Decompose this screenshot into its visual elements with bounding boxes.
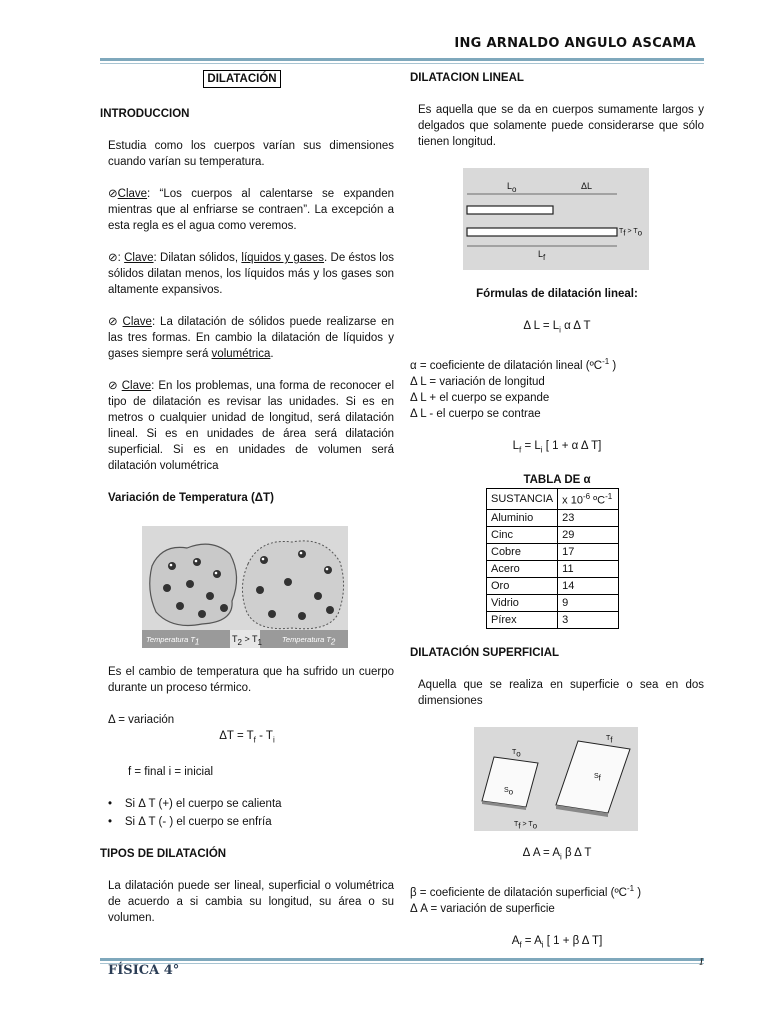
right-column	[410, 70, 704, 954]
deltaL-minus: Δ L - el cuerpo se contrae	[410, 408, 541, 421]
cambio-text: Es el cambio de temperatura que ha sufrido un cuerpo durante un proceso térmico.	[108, 666, 394, 694]
final-initial: f = final i = inicial	[128, 766, 214, 779]
label-deltaL: ΔL	[581, 181, 593, 191]
footer-course: FÍSICA 4°	[108, 963, 180, 978]
plates-illustration	[474, 727, 638, 831]
variacion-heading: Variación de Temperatura (ΔT)	[108, 492, 274, 504]
label-Lf: $L_f$	[538, 249, 546, 262]
linear-expansion-figure	[463, 168, 649, 270]
superficial-text: Aquella que se realiza en superficie o sea en dos dimensiones	[418, 679, 704, 708]
label-Tf-gt-To: $T_f > T_o$	[514, 821, 538, 831]
table-row: Cinc 29	[487, 527, 619, 544]
formula-deltaL: Δ $L = L_i$ α Δ T	[523, 320, 591, 335]
fig1-label-1: Temperatura $T_1$	[146, 635, 200, 647]
intro-heading: INTRODUCCION	[100, 108, 190, 120]
lineal-text: Es aquella que se da en cuerpos sumamente largos y delgados que solamente puede considerarse que sólo tienen longitud.	[418, 104, 704, 148]
beta-definition: β = coeficiente de dilatación superficial (ºC$^{-1}$ )	[410, 884, 642, 900]
table-row: Pírex 3	[487, 612, 619, 629]
formula-Af: $A_f = A_i$ [ 1 + β Δ T]	[511, 935, 603, 950]
clave-icon: ⊘	[108, 316, 118, 328]
footer-rule	[100, 958, 704, 961]
table-header-sustancia: SUSTANCIA	[487, 489, 558, 510]
left-column	[100, 70, 394, 926]
surface-expansion-figure	[474, 727, 638, 831]
clave-3: ⊘ Clave: La dilatación de sólidos puede realizarse en las tres formas. En cambio la dilatación de líquidos y gases siempre será volumétrica.	[108, 316, 394, 360]
deltaL-definition: Δ L = variación de longitud	[410, 376, 545, 389]
label-Lo: $L_o$	[507, 181, 517, 194]
label-To: $T_o$	[512, 749, 521, 759]
label-Tf: $T_f$	[606, 735, 613, 745]
bullet-heating: • Si Δ T (+) el cuerpo se calienta	[108, 798, 282, 811]
alpha-definition: α = coeficiente de dilatación lineal (ºC$^{-1}$ )	[410, 357, 617, 373]
clave-icon: ⊘	[108, 252, 118, 264]
formula-Lf: $L_f = L_i$ [ 1 + α Δ T]	[512, 440, 602, 455]
label-So: $S_o$	[504, 787, 514, 797]
clave-4: ⊘ Clave: En los problemas, una forma de reconocer el tipo de dilatación es revisar las unidades. Si es en metros o cualquier unidad de longitud, será dilatación lineal. Si es en unidades de área será dilatación superficial. Si es en unidades de volumen será dilatación volumétrica	[108, 380, 394, 472]
table-row: Vidrio 9	[487, 595, 619, 612]
delta-definition: Δ = variación	[108, 714, 175, 726]
bars-illustration	[463, 168, 649, 270]
intro-text: Estudia como los cuerpos varían sus dimensiones cuando varían su temperatura.	[108, 140, 394, 168]
deltaL-plus: Δ L + el cuerpo se expande	[410, 392, 550, 405]
temperature-figure	[142, 526, 348, 648]
alpha-table	[486, 488, 619, 629]
clave-1: ⊘Clave: “Los cuerpos al calentarse se expanden mientras que al enfriarse se contraen”. La excepción a esta regla es el agua como veremos.	[108, 188, 394, 232]
table-header-row	[487, 489, 619, 510]
clave-icon: ⊘	[108, 188, 118, 200]
table-row: Oro 14	[487, 578, 619, 595]
header-rule-thin	[100, 63, 704, 64]
formula-deltaA: Δ $A = A_i$ β Δ T	[522, 847, 592, 862]
table-row: Aluminio 23	[487, 510, 619, 527]
page-title: DILATACIÓN	[203, 70, 280, 88]
page-number: 1	[698, 956, 704, 968]
lineal-heading: DILATACION LINEAL	[410, 72, 524, 84]
clave-2: ⊘: Clave: Dilatan sólidos, líquidos y gases. De éstos los sólidos dilatan menos, los líquidos más y los gases son altamente expansivos.	[108, 252, 394, 296]
table-row: Acero 11	[487, 561, 619, 578]
deltaT-formula: $\Delta T = T_f - T_i$	[219, 730, 275, 745]
formulas-heading: Fórmulas de dilatación lineal:	[476, 288, 638, 300]
tipos-heading: TIPOS DE DILATACIÓN	[100, 848, 227, 861]
label-Sf: $S_f$	[594, 773, 601, 783]
clave-icon: ⊘	[108, 380, 118, 392]
table-header-coef: x $10^{-6}$ ºC$^{-1}$	[558, 489, 619, 510]
header-rule	[100, 58, 704, 61]
label-Tf-gt-To: $T_f > T_o$	[619, 228, 643, 238]
table-row: Cobre 17	[487, 544, 619, 561]
bullet-cooling: • Si Δ T (- ) el cuerpo se enfría	[108, 816, 272, 829]
fig1-compare: $T_2 > T_1$	[232, 634, 262, 647]
tipos-text: La dilatación puede ser lineal, superficial o volumétrica de acuerdo a si cambia su longitud, su área o su volumen.	[108, 880, 394, 925]
fig1-label-2: Temperatura $T_2$	[282, 635, 336, 647]
molecules-illustration	[142, 526, 348, 648]
superficial-heading: DILATACIÓN SUPERFICIAL	[410, 647, 560, 660]
table-title: TABLA DE α	[523, 474, 591, 487]
footer-rule-thin	[100, 963, 704, 964]
author-header: ING ARNALDO ANGULO ASCAMA	[454, 36, 696, 51]
deltaA-definition: Δ A = variación de superficie	[410, 903, 555, 916]
